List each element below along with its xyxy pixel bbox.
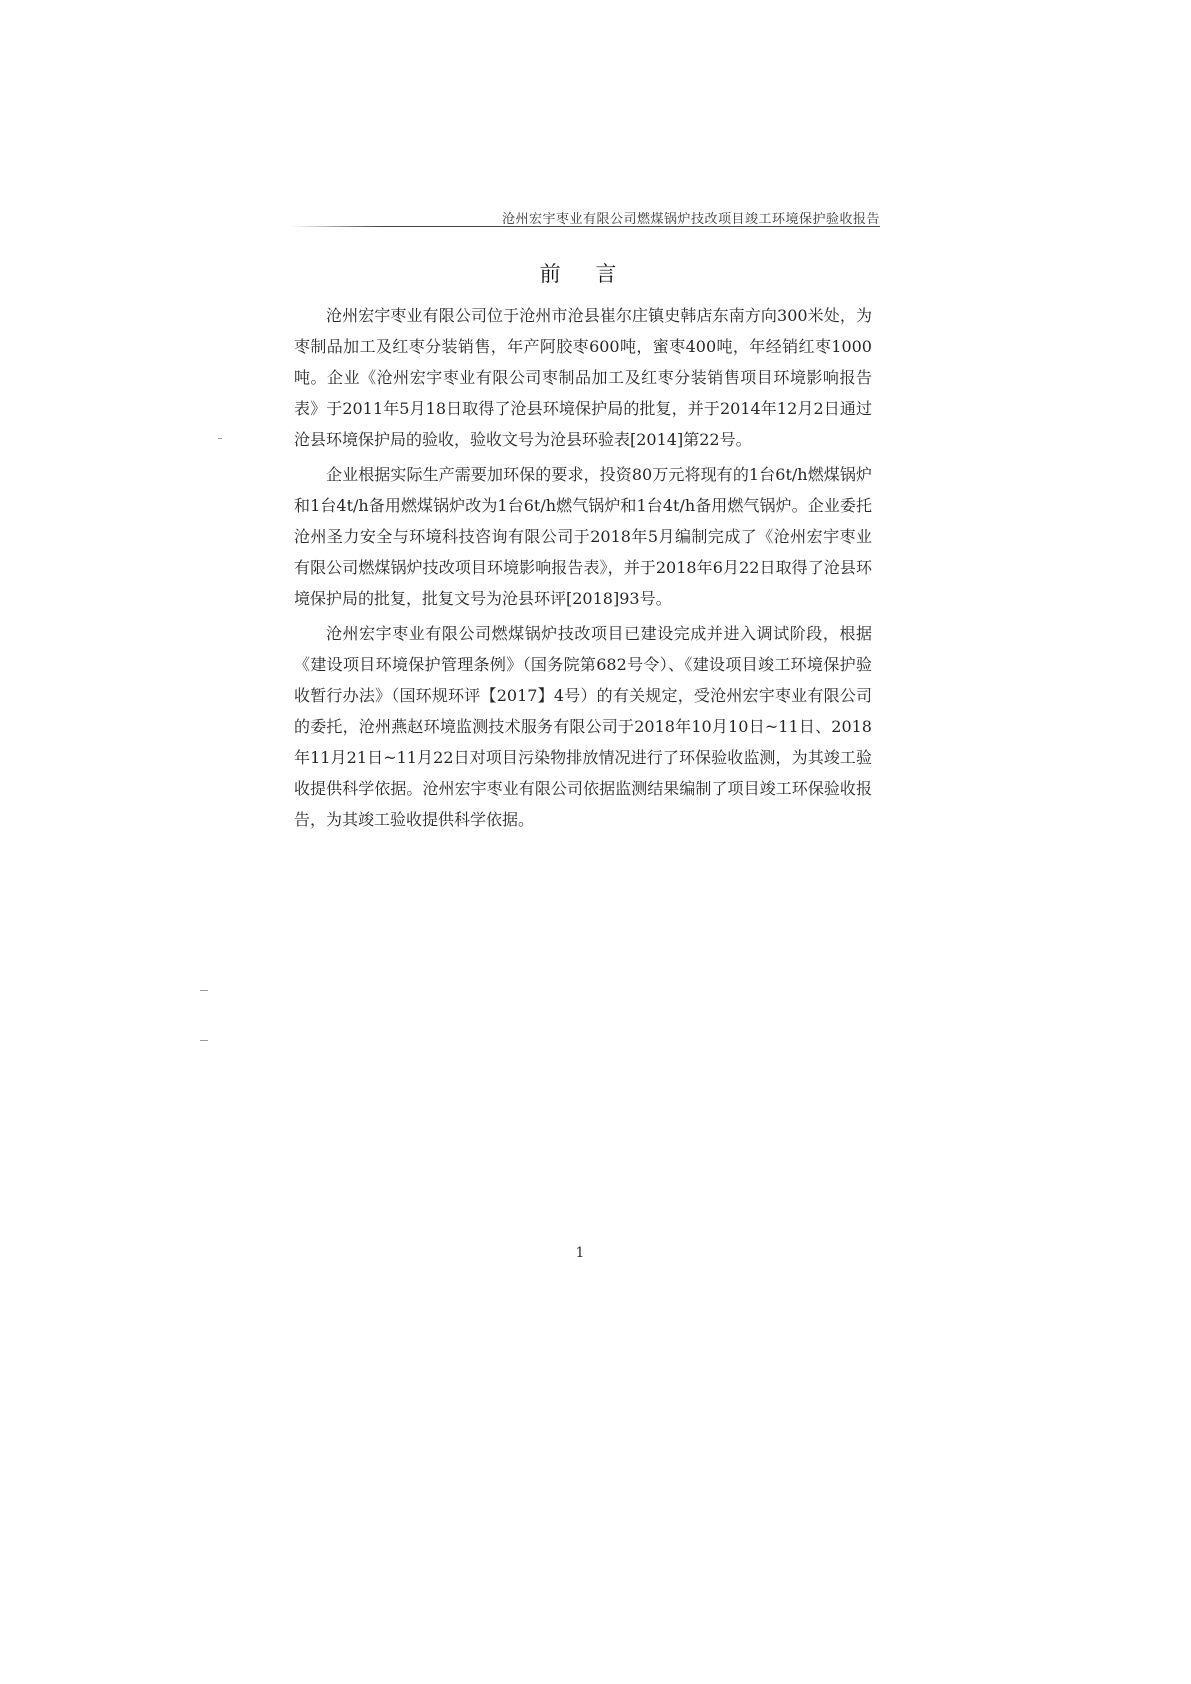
header-rule-fade xyxy=(290,225,380,228)
paragraph-2: 企业根据实际生产需要加环保的要求，投资80万元将现有的1台6t/h燃煤锅炉和1台4t/h备用燃煤锅炉改为1台6t/h燃气锅炉和1台4t/h备用燃气锅炉。企业委托沧州圣力安全与环境科技咨询有限公司于2018年5月编制完成了《沧州宏宇枣业有限公司燃煤锅炉技改项目环境影响报告表》，并于2018年6月22日取得了沧县环境保护局的批复，批复文号为沧县环评[2018]93号。 xyxy=(294,465,872,608)
scan-mark xyxy=(200,1040,208,1041)
page-title: 前 言 xyxy=(539,262,631,286)
scan-mark xyxy=(218,438,222,439)
running-header: 沧州宏宇枣业有限公司燃煤锅炉技改项目竣工环境保护验收报告 xyxy=(501,212,880,227)
body-text xyxy=(294,300,872,839)
paragraph-1: 沧州宏宇枣业有限公司位于沧州市沧县崔尔庄镇史韩店东南方向300米处，为枣制品加工及红枣分装销售，年产阿胶枣600吨，蜜枣400吨，年经销红枣1000吨。企业《沧州宏宇枣业有限公司枣制品加工及红枣分装销售项目环境影响报告表》于2011年5月18日取得了沧县环境保护局的批复，并于2014年12月2日通过沧县环境保护局的验收，验收文号为沧县环验表[2014]第22号。 xyxy=(294,306,872,449)
scan-mark xyxy=(200,990,208,991)
paragraph-3: 沧州宏宇枣业有限公司燃煤锅炉技改项目已建设完成并进入调试阶段，根据《建设项目环境保护管理条例》（国务院第682号令）、《建设项目竣工环境保护验收暂行办法》（国环规环评【2017】4号）的有关规定，受沧州宏宇枣业有限公司的委托，沧州燕赵环境监测技术服务有限公司于2018年10月10日~11日、2018年11月21日~11月22日对项目污染物排放情况进行了环保验收监测，为其竣工验收提供科学依据。沧州宏宇枣业有限公司依据监测结果编制了项目竣工环保验收报告，为其竣工验收提供科学依据。 xyxy=(294,624,872,829)
page-number: 1 xyxy=(575,1245,585,1261)
